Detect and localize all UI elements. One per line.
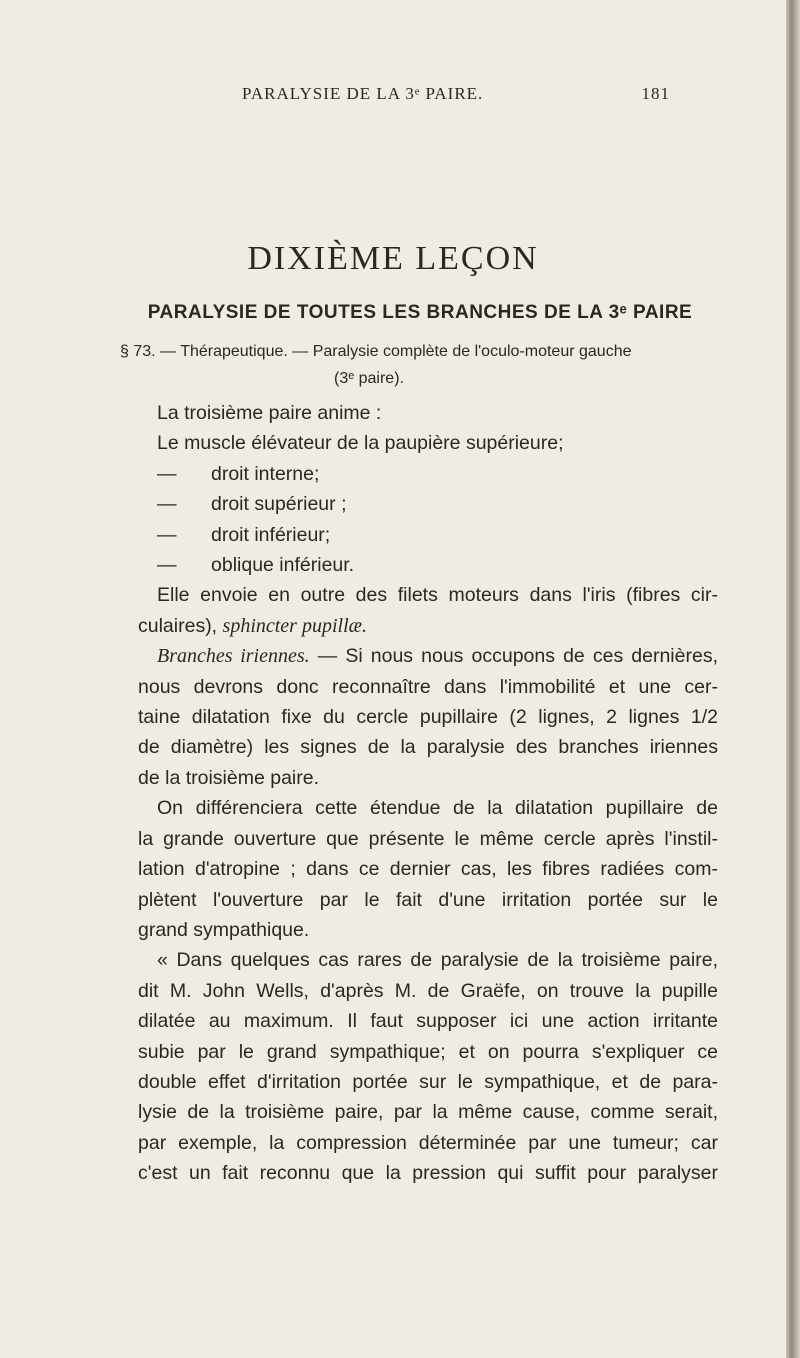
paragraph-line: dilatée au maximum. Il faut supposer ici une action irritante [138,1010,718,1033]
list-item: — droit inférieur; [138,520,718,550]
paragraph-line: plètent l'ouverture par le fait d'une irritation portée sur le [138,888,718,911]
running-header [230,84,670,112]
dash-mark: — [157,493,177,516]
paragraph-line: « Dans quelques cas rares de paralysie de la troisième paire, [157,949,718,972]
dash-mark: — [157,523,177,546]
paragraph-line: nous devrons donc reconnaître dans l'immobilité et une cer- [138,675,718,698]
chapter-title: DIXIÈME LEÇON [247,240,539,277]
page-edge [786,0,800,1358]
intro-line: La troisième paire anime : [157,402,382,424]
paragraph-line: On différenciera cette étendue de la dilatation pupillaire de [157,797,718,820]
paragraph-line: subie par le grand sympathique; et on pourra s'expliquer ce [138,1040,718,1063]
paragraph-line: Branches iriennes. — Si nous nous occupons de ces dernières, [157,645,718,668]
paragraph-line: grand sympathique. [138,918,310,941]
section-heading-line1: § 73. — Thérapeutique. — Paralysie complète de l'oculo-moteur gauche [120,343,632,360]
paragraph-line: Elle envoie en outre des filets moteurs dans l'iris (fibres cir- [157,584,718,607]
paragraph-line: lation d'atropine ; dans ce dernier cas, les fibres radiées com- [138,858,718,881]
paragraph-line: taine dilatation fixe du cercle pupillaire (2 lignes, 2 lignes 1/2 [138,706,718,729]
paragraph-line: de diamètre) les signes de la paralysie des branches iriennes [138,736,718,759]
paragraph-line: de la troisième paire. [138,766,320,789]
list-item: — droit supérieur ; [138,489,718,519]
paragraph-line: double effet d'irritation portée sur le sympathique, et de para- [138,1070,718,1093]
lesson-subtitle: PARALYSIE DE TOUTES LES BRANCHES DE LA 3ᵉ PAIRE [147,302,693,323]
paragraph-line: dit M. John Wells, d'après M. de Graëfe, on trouve la pupille [138,979,718,1002]
paragraph-line: c'est un fait reconnu que la pression qui suffit pour paralyser [138,1162,718,1185]
paragraph-line: par exemple, la compression déterminée par une tumeur; car [138,1131,718,1154]
page-number: 181 [641,84,670,103]
italic-term: Branches iriennes. [157,645,310,668]
paragraph-line: culaires), sphincter pupillæ. [138,614,367,637]
dash-mark: — [157,554,177,577]
paragraph-line: lysie de la troisième paire, par la même cause, comme serait, [138,1101,718,1124]
dash-mark: — [157,462,177,485]
list-item: — droit interne; [138,459,718,489]
italic-term: sphincter pupillæ. [222,614,367,637]
paragraph-line: la grande ouverture que présente le même cercle après l'instil- [138,827,718,850]
running-title: PARALYSIE DE LA 3ᵉ PAIRE. [242,84,484,103]
body-text [138,398,718,1189]
section-heading [120,338,700,392]
section-heading-line2: (3ᵉ paire). [334,370,404,387]
list-item: Le muscle élévateur de la paupière supérieure; [157,432,564,455]
list-item: — oblique inférieur. [138,550,718,580]
